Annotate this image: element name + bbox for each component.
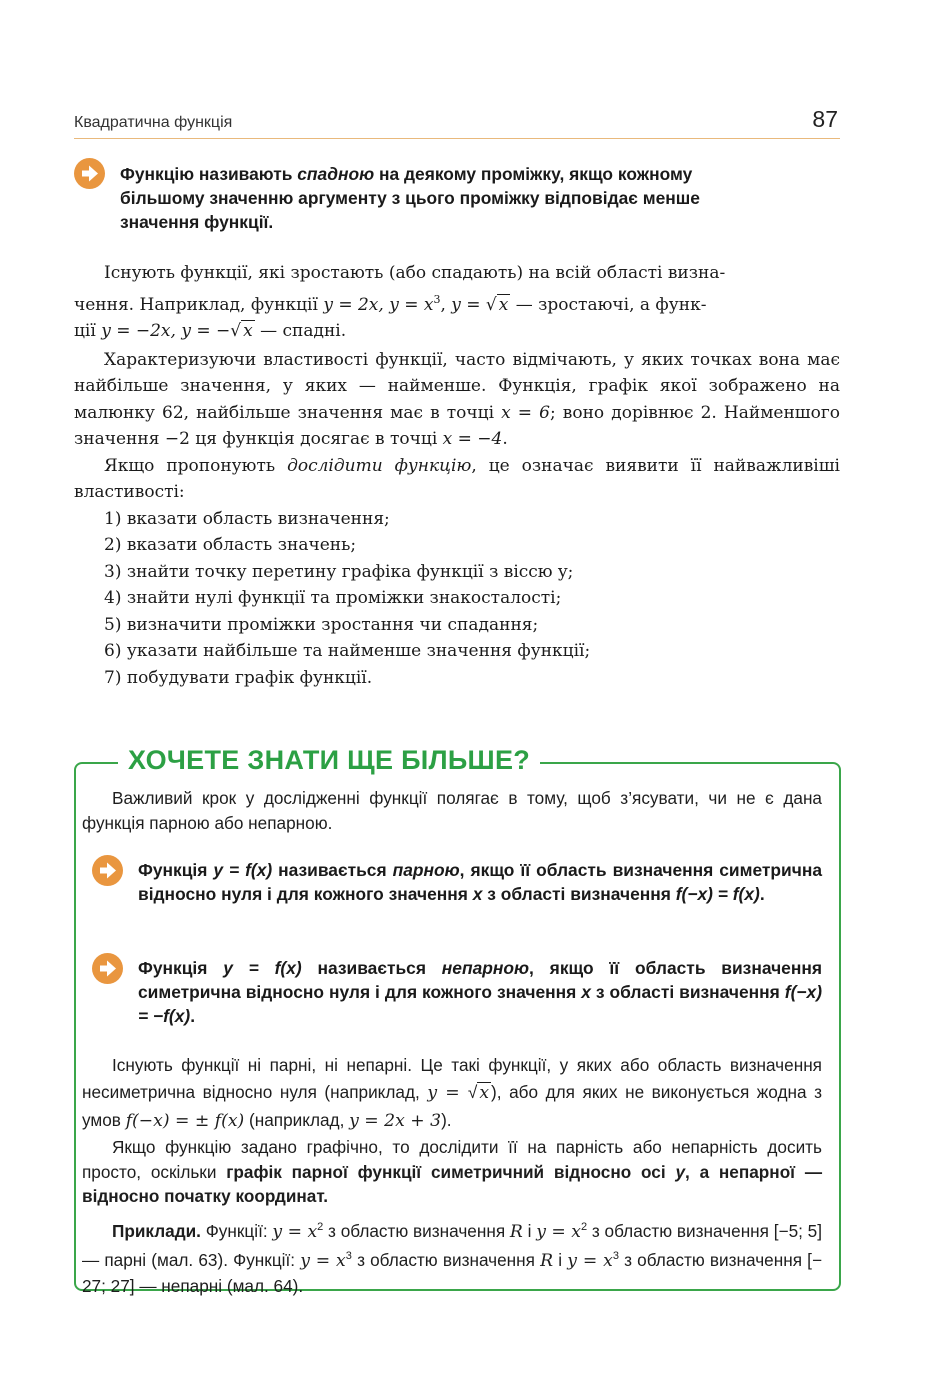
definition-odd: Функція y = f(x) називається непарною, якщо її область визначення симетрична відносно нуля і для кожного значення x з області визначення f(−x) = −f(x). xyxy=(138,958,822,1026)
step-item: 6) указати найбільше та найменше значення функції; xyxy=(104,641,591,661)
paragraph-extrema: Характеризуючи властивості функції, часто відмічають, у яких точках вона має найбільше значення, у яких — найменше. Функція, графік якої зображено на малюнку 62, найбільше значення має в точці x = 6; воно дорівнює 2. Найменшого значення −2 ця функція досягає в точці x = −4. xyxy=(74,349,840,449)
step-item: 4) знайти нулі функції та проміжки знакосталості; xyxy=(104,588,562,608)
step-item: 2) вказати область значень; xyxy=(104,535,357,555)
step-item: 1) вказати область визначення; xyxy=(104,508,390,529)
step-item: 3) знайти точку перетину графіка функції з віссю y; xyxy=(104,561,574,582)
step-item: 7) побудувати графік функції. xyxy=(104,667,373,688)
investigation-steps xyxy=(74,506,840,692)
paragraph-neither: Існують функції ні парні, ні непарні. Це такі функції, у яких або область визначення несиметрична відносно нуля (наприклад, y = √ x ), або для яких не виконується жодна з умов f(−x) = ± f(x) (наприклад, y = 2x + 3). xyxy=(82,1055,822,1131)
paragraph-investigate: Якщо пропонують дослідити функцію, це означає виявити її найважливіші властивості: xyxy=(74,455,840,502)
running-title: Квадратична функція xyxy=(74,114,233,131)
even-definition-arrow-icon xyxy=(92,855,123,886)
know-more-title: ХОЧЕТЕ ЗНАТИ ЩЕ БІЛЬШЕ? xyxy=(118,742,540,778)
main-text xyxy=(74,260,840,691)
step-item: 5) визначити проміжки зростання чи спадання; xyxy=(104,614,539,635)
paragraph-graphic: Якщо функцію задано графічно, то дослідити її на парність або непарність досить просто, оскільки графік парної функції симетричний відносно осі y, а непарної — відносно початку координат. xyxy=(82,1137,823,1206)
term-decreasing: спадною xyxy=(297,164,375,184)
page-header xyxy=(74,106,840,139)
definition-decreasing: Функцію називають спадною на деякому проміжку, якщо кожному більшому значенню аргументу з цього проміжку відповідає менше значення функції. xyxy=(120,164,700,232)
box-intro: Важливий крок у дослідженні функції полягає в тому, щоб з’ясувати, чи не є дана функція парною або непарною. xyxy=(82,788,822,833)
odd-definition-arrow-icon xyxy=(92,953,123,984)
paragraph-examples: Приклади. Функції: $y = x^2$ з областю визначення R і $y = x^2$ з областю визначення [−5; 5] — парні (мал. 63). Функції: $y = x^3$ з областю визначення R і $y = x^3$ з областю визначення [− 27; 27] — непарні (мал. 64). xyxy=(82,1220,823,1296)
box-body xyxy=(82,1052,822,1298)
definition-arrow-icon xyxy=(74,158,105,189)
page-number: 87 xyxy=(812,106,838,132)
definition-even: Функція y = f(x) називається парною, якщо її область визначення симетрична відносно нуля і для кожного значення x з області визначення f(−x) = f(x). xyxy=(138,860,822,904)
paragraph-monotonic: Існують функції, які зростають (або спадають) на всій області визна- чення. Наприклад, функції y = 2x, $y = x^3$, y = √ x — зростаючі, а функ- ції y = −2x, y = −√ x — спадні. xyxy=(74,263,726,341)
